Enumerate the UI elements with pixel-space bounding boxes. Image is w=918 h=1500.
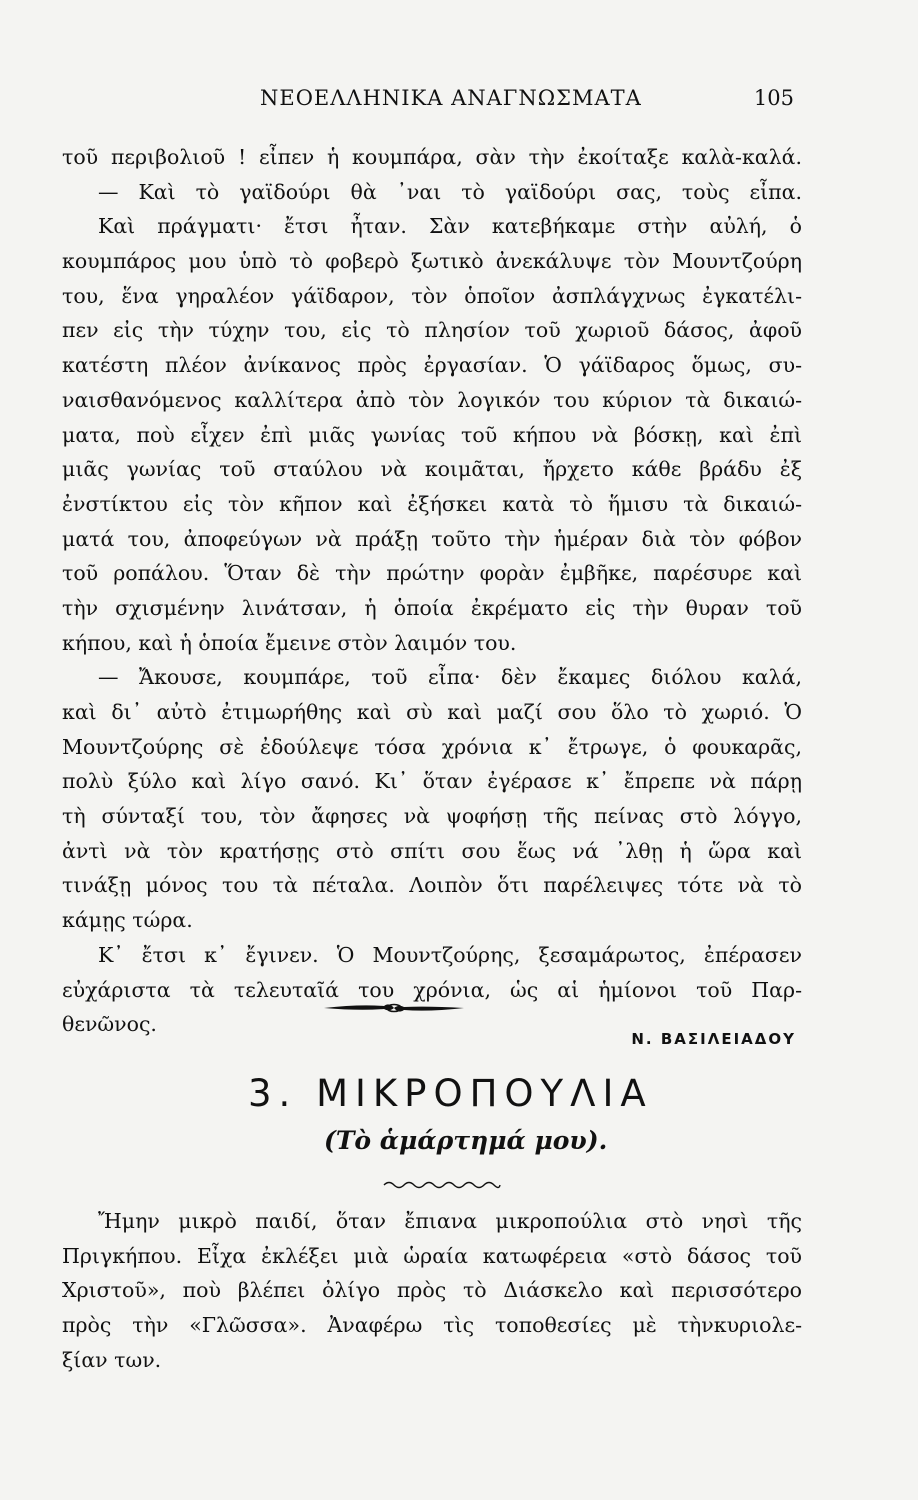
text-line: ξίαν των. bbox=[62, 1347, 162, 1372]
text-line: ἐνστίκτου εἰς τὸν κῆπον καὶ ἐξήσκει κατὰ τὸ ἥμισυ τὰ δικαιώ- bbox=[62, 491, 802, 516]
text-line: ματά του, ἀποφεύγων νὰ πράξῃ τοῦτο τὴν ἡμέραν διὰ τὸν φόβον bbox=[62, 526, 802, 551]
text-line: Χριστοῦ», ποὺ βλέπει ὀλίγο πρὸς τὸ Διάσκελο καὶ περισσότερο bbox=[62, 1278, 802, 1303]
section-text bbox=[62, 1204, 802, 1377]
text-line: ἀντὶ νὰ τὸν κρατήσῃς στὸ σπίτι σου ἕως νά ᾿λθῃ ἡ ὥρα καὶ bbox=[62, 838, 802, 863]
text-line: μιᾶς γωνίας τοῦ σταύλου νὰ κοιμᾶται, ἤρχετο κάθε βράδυ ἐξ bbox=[62, 457, 802, 482]
text-line: θενῶνος. bbox=[62, 1012, 157, 1037]
book-page bbox=[62, 0, 802, 1500]
text-line: του, ἕνα γηραλέον γάϊδαρον, τὸν ὁποῖον ἀσπλάγχνως ἐγκατέλι- bbox=[62, 283, 802, 308]
section-title: 3. ΜΙΚΡΟΠΟΥΛΙΑ bbox=[248, 1072, 653, 1115]
running-title: ΝΕΟΕΛΛΗΝΙΚΑ ΑΝΑΓΝΩΣΜΑΤΑ bbox=[260, 86, 642, 110]
text-line: τοῦ περιβολιοῦ ! εἶπεν ἡ κουμπάρα, σὰν τὴν ἐκοίταξε καλὰ-καλά. bbox=[62, 145, 802, 169]
text-line: κουμπάρος μου ὑπὸ τὸ φοβερὸ ξωτικὸ ἀνεκάλυψε τὸν Μουντζούρη bbox=[62, 249, 802, 274]
text-line: Καὶ πράγματι· ἔτσι ἦταν. Σὰν κατεβήκαμε στὴν αὐλή, ὁ bbox=[98, 214, 802, 239]
text-line: πεν εἰς τὴν τύχην του, εἰς τὸ πλησίον τοῦ χωριοῦ δάσος, ἀφοῦ bbox=[62, 318, 802, 343]
section-subtitle: (Τὸ ἁμάρτημά μου). bbox=[324, 1126, 608, 1155]
section-divider-ornament bbox=[324, 1000, 464, 1016]
story-text bbox=[62, 140, 802, 1042]
wavy-divider bbox=[382, 1178, 502, 1192]
text-line: καὶ δι᾿ αὐτὸ ἐτιμωρήθης καὶ σὺ καὶ μαζί σου ὅλο τὸ χωριό. Ὁ bbox=[62, 700, 802, 724]
page-header bbox=[62, 86, 802, 116]
text-line: πρὸς τὴν «Γλῶσσα». Ἀναφέρω τὶς τοποθεσίες μὲ τὴνκυριολε- bbox=[62, 1313, 802, 1338]
text-line: εὐχάριστα τὰ τελευταῖά του χρόνια, ὡς αἱ ἡμίονοι τοῦ Παρ- bbox=[62, 977, 802, 1002]
text-line: κήπου, καὶ ἡ ὁποία ἔμεινε στὸν λαιμόν του. bbox=[62, 630, 517, 655]
text-line: ματα, ποὺ εἶχεν ἐπὶ μιᾶς γωνίας τοῦ κήπου νὰ βόσκῃ, καὶ ἐπὶ bbox=[62, 422, 802, 447]
text-line: τὴ σύνταξί του, τὸν ἄφησες νὰ ψοφήσῃ τῆς πείνας στὸ λόγγο, bbox=[62, 804, 802, 829]
text-line: τὴν σχισμένην λινάτσαν, ἡ ὁποία ἐκρέματο εἰς τὴν θυραν τοῦ bbox=[62, 595, 802, 620]
text-line: τοῦ ροπάλου. Ὅταν δὲ τὴν πρώτην φορὰν ἐμβῆκε, παρέσυρε καὶ bbox=[62, 561, 802, 586]
author-signature: Ν. ΒΑΣΙΛΕΙΑΔΟΥ bbox=[631, 1030, 796, 1048]
text-line: — Ἄκουσε, κουμπάρε, τοῦ εἶπα· δὲν ἔκαμες διόλου καλά, bbox=[98, 665, 802, 690]
text-line: κάμῃς τώρα. bbox=[62, 908, 193, 933]
text-line: πολὺ ξύλο καὶ λίγο σανό. Κι᾿ ὅταν ἐγέρασε κ᾿ ἔπρεπε νὰ πάρῃ bbox=[62, 769, 802, 794]
text-line: Ἤμην μικρὸ παιδί, ὅταν ἔπιανα μικροπούλια στὸ νησὶ τῆς bbox=[98, 1209, 802, 1233]
text-line: — Καὶ τὸ γαϊδούρι θὰ ᾿ναι τὸ γαϊδούρι σας, τοὺς εἶπα. bbox=[98, 179, 802, 204]
text-line: Πριγκήπου. Εἶχα ἐκλέξει μιὰ ὡραία κατωφέρεια «στὸ δάσος τοῦ bbox=[62, 1243, 802, 1268]
page-number: 105 bbox=[753, 86, 794, 110]
text-line: τινάξῃ μόνος του τὰ πέταλα. Λοιπὸν ὅτι παρέλειψες τότε νὰ τὸ bbox=[62, 873, 802, 898]
text-line: ναισθανόμενος καλλίτερα ἀπὸ τὸν λογικόν του κύριον τὰ δικαιώ- bbox=[62, 387, 802, 412]
text-line: κατέστη πλέον ἀνίκανος πρὸς ἐργασίαν. Ὁ γάϊδαρος ὅμως, συ- bbox=[62, 353, 802, 378]
text-line: Κ᾿ ἔτσι κ᾿ ἔγινεν. Ὁ Μουντζούρης, ξεσαμάρωτος, ἐπέρασεν bbox=[98, 942, 802, 967]
text-line: Μουντζούρης σὲ ἐδούλεψε τόσα χρόνια κ᾿ ἔτρωγε, ὁ φουκαρᾶς, bbox=[62, 734, 802, 759]
